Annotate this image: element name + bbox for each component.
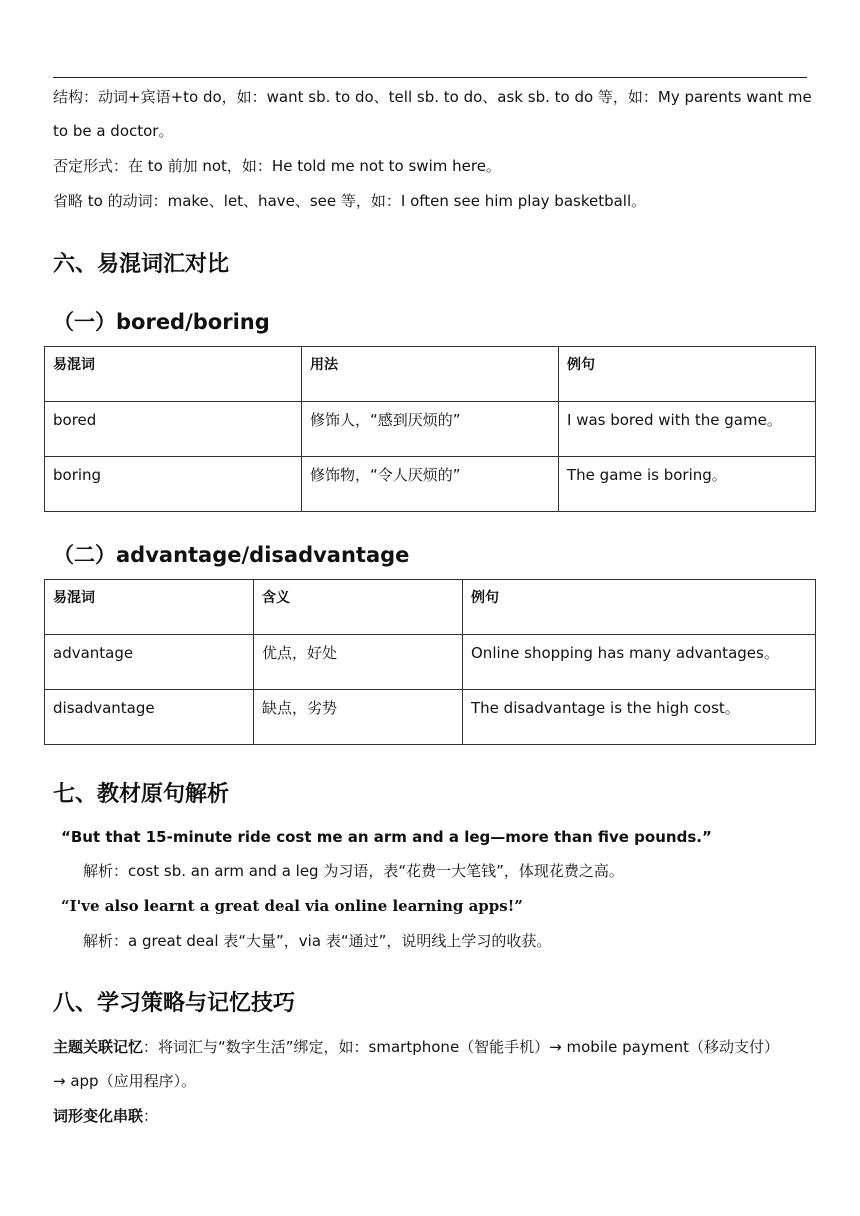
tip-topic-association [53,1037,779,1057]
section-8-heading: 八、学习策略与记忆技巧 [53,991,296,1016]
bored-boring-table [44,346,816,512]
table-cell: boring [45,457,302,512]
header-cell: 用法 [302,347,559,402]
header-cell: 例句 [559,347,816,402]
subsection-advantage-heading: （二）advantage/disadvantage [53,543,410,567]
table-cell: Online shopping has many advantages。 [463,635,816,690]
table-row [45,402,816,457]
intro-structure-line: 结构：动词+宾语+to do，如：want sb. to do、tell sb. to do、ask sb. to do 等，如：My parents want me [53,88,812,106]
header-cell: 例句 [463,580,816,635]
table-cell: advantage [45,635,254,690]
table-cell: 缺点，劣势 [254,690,463,745]
top-divider [53,77,807,78]
table-cell: 修饰人，“感到厌烦的” [302,402,559,457]
header-cell: 易混词 [45,347,302,402]
textbook-quote-2: “I've also learnt a great deal via online learning apps!” [61,897,523,915]
table-row [45,635,816,690]
table-cell: The game is boring。 [559,457,816,512]
advantage-disadvantage-table [44,579,816,745]
table-header-row [45,347,816,402]
header-cell: 含义 [254,580,463,635]
table-cell: 优点，好处 [254,635,463,690]
table-header-row [45,580,816,635]
tip-text: ： [143,1107,159,1125]
intro-negative-form: 否定形式：在 to 前加 not，如：He told me not to swim here。 [53,157,501,175]
tip-word-form-chain [53,1106,158,1126]
header-cell: 易混词 [45,580,254,635]
table-cell: The disadvantage is the high cost。 [463,690,816,745]
section-7-heading: 七、教材原句解析 [53,782,230,807]
table-row [45,457,816,512]
tip-label: 词形变化串联 [53,1107,144,1125]
table-cell: disadvantage [45,690,254,745]
table-cell: I was bored with the game。 [559,402,816,457]
quote-1-analysis: 解析：cost sb. an arm and a leg 为习语，表“花费一大笔钱”，体现花费之高。 [83,862,624,880]
tip-topic-association-continuation: → app（应用程序）。 [53,1072,197,1090]
subsection-bored-boring-heading: （一）bored/boring [53,310,270,334]
textbook-quote-1: “But that 15-minute ride cost me an arm and a leg—more than five pounds.” [61,828,712,846]
quote-2-analysis: 解析：a great deal 表“大量”，via 表“通过”，说明线上学习的收获。 [83,932,552,950]
intro-omit-to: 省略 to 的动词：make、let、have、see 等，如：I often see him play basketball。 [53,192,647,210]
tip-label: 主题关联记忆 [53,1038,144,1056]
intro-structure-continuation: to be a doctor。 [53,122,174,140]
table-cell: bored [45,402,302,457]
tip-text: ：将词汇与“数字生活”绑定，如：smartphone（智能手机）→ mobile payment（移动支付） [143,1038,779,1056]
table-cell: 修饰物，“令人厌烦的” [302,457,559,512]
table-row [45,690,816,745]
section-6-heading: 六、易混词汇对比 [53,252,230,277]
